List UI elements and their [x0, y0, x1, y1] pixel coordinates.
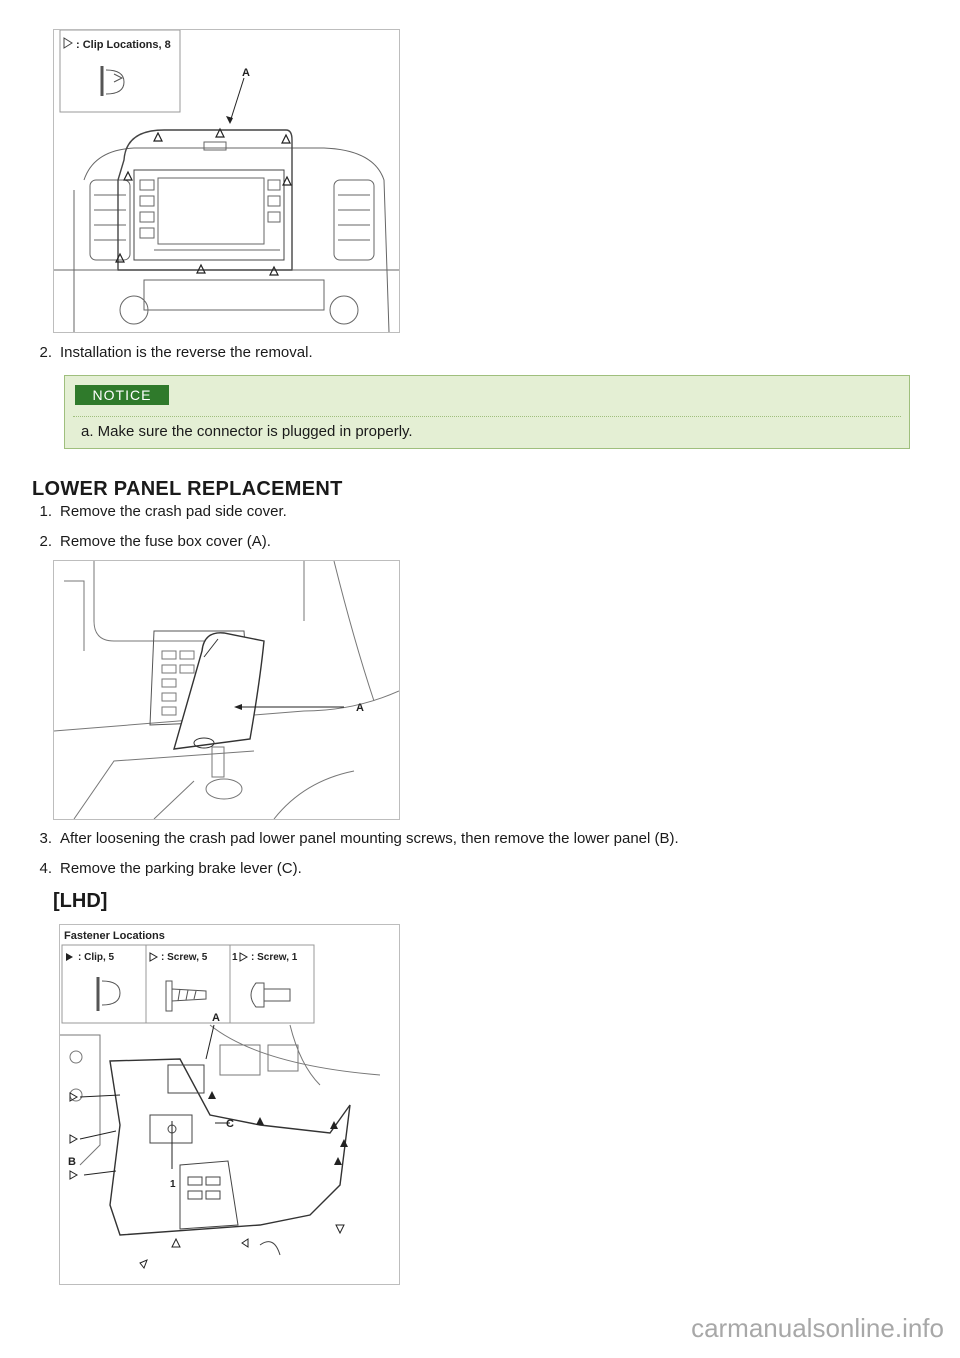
figure3-label-b: B — [68, 1156, 76, 1168]
legend-screw: : Screw, 5 — [161, 952, 208, 963]
step-text: Remove the parking brake lever (C). — [60, 860, 302, 877]
step-number: 3. — [39, 830, 52, 847]
step-text: Installation is the reverse the removal. — [60, 344, 313, 361]
notice-box — [64, 375, 910, 449]
step-number: 2. — [39, 344, 52, 361]
figure3-label-a: A — [212, 1012, 220, 1024]
step-number: 1. — [39, 503, 52, 520]
legend-screw1-prefix: 1 — [232, 952, 238, 963]
step-4 — [30, 860, 302, 878]
figure-center-fascia-panel — [53, 29, 400, 333]
figure3-title: Fastener Locations — [64, 930, 165, 942]
lhd-subheading: [LHD] — [53, 890, 108, 912]
step-text: Remove the crash pad side cover. — [60, 503, 287, 520]
notice-text: a. Make sure the connector is plugged in properly. — [81, 423, 413, 440]
step-2 — [30, 533, 271, 551]
notice-badge: NOTICE — [75, 385, 169, 405]
step-number: 2. — [39, 533, 52, 550]
figure-fuse-box-cover — [53, 560, 400, 820]
legend-screw1: : Screw, 1 — [251, 952, 298, 963]
watermark: carmanualsonline.info — [691, 1313, 944, 1343]
figure1-legend: : Clip Locations, 8 — [76, 39, 171, 51]
figure-lower-panel-fasteners — [59, 924, 400, 1285]
step-installation — [30, 344, 313, 362]
step-text: After loosening the crash pad lower panel mounting screws, then remove the lower panel (B). — [60, 830, 679, 847]
figure3-label-1: 1 — [170, 1179, 176, 1190]
step-text: Remove the fuse box cover (A). — [60, 533, 271, 550]
step-1 — [30, 503, 287, 521]
figure2-label-a: A — [356, 702, 364, 714]
step-number: 4. — [39, 860, 52, 877]
figure1-label-a: A — [242, 67, 250, 79]
legend-clip: : Clip, 5 — [78, 952, 115, 963]
step-3 — [30, 830, 679, 848]
notice-divider — [73, 416, 901, 417]
section-title: LOWER PANEL REPLACEMENT — [32, 478, 343, 500]
figure3-label-c: C — [226, 1118, 234, 1130]
